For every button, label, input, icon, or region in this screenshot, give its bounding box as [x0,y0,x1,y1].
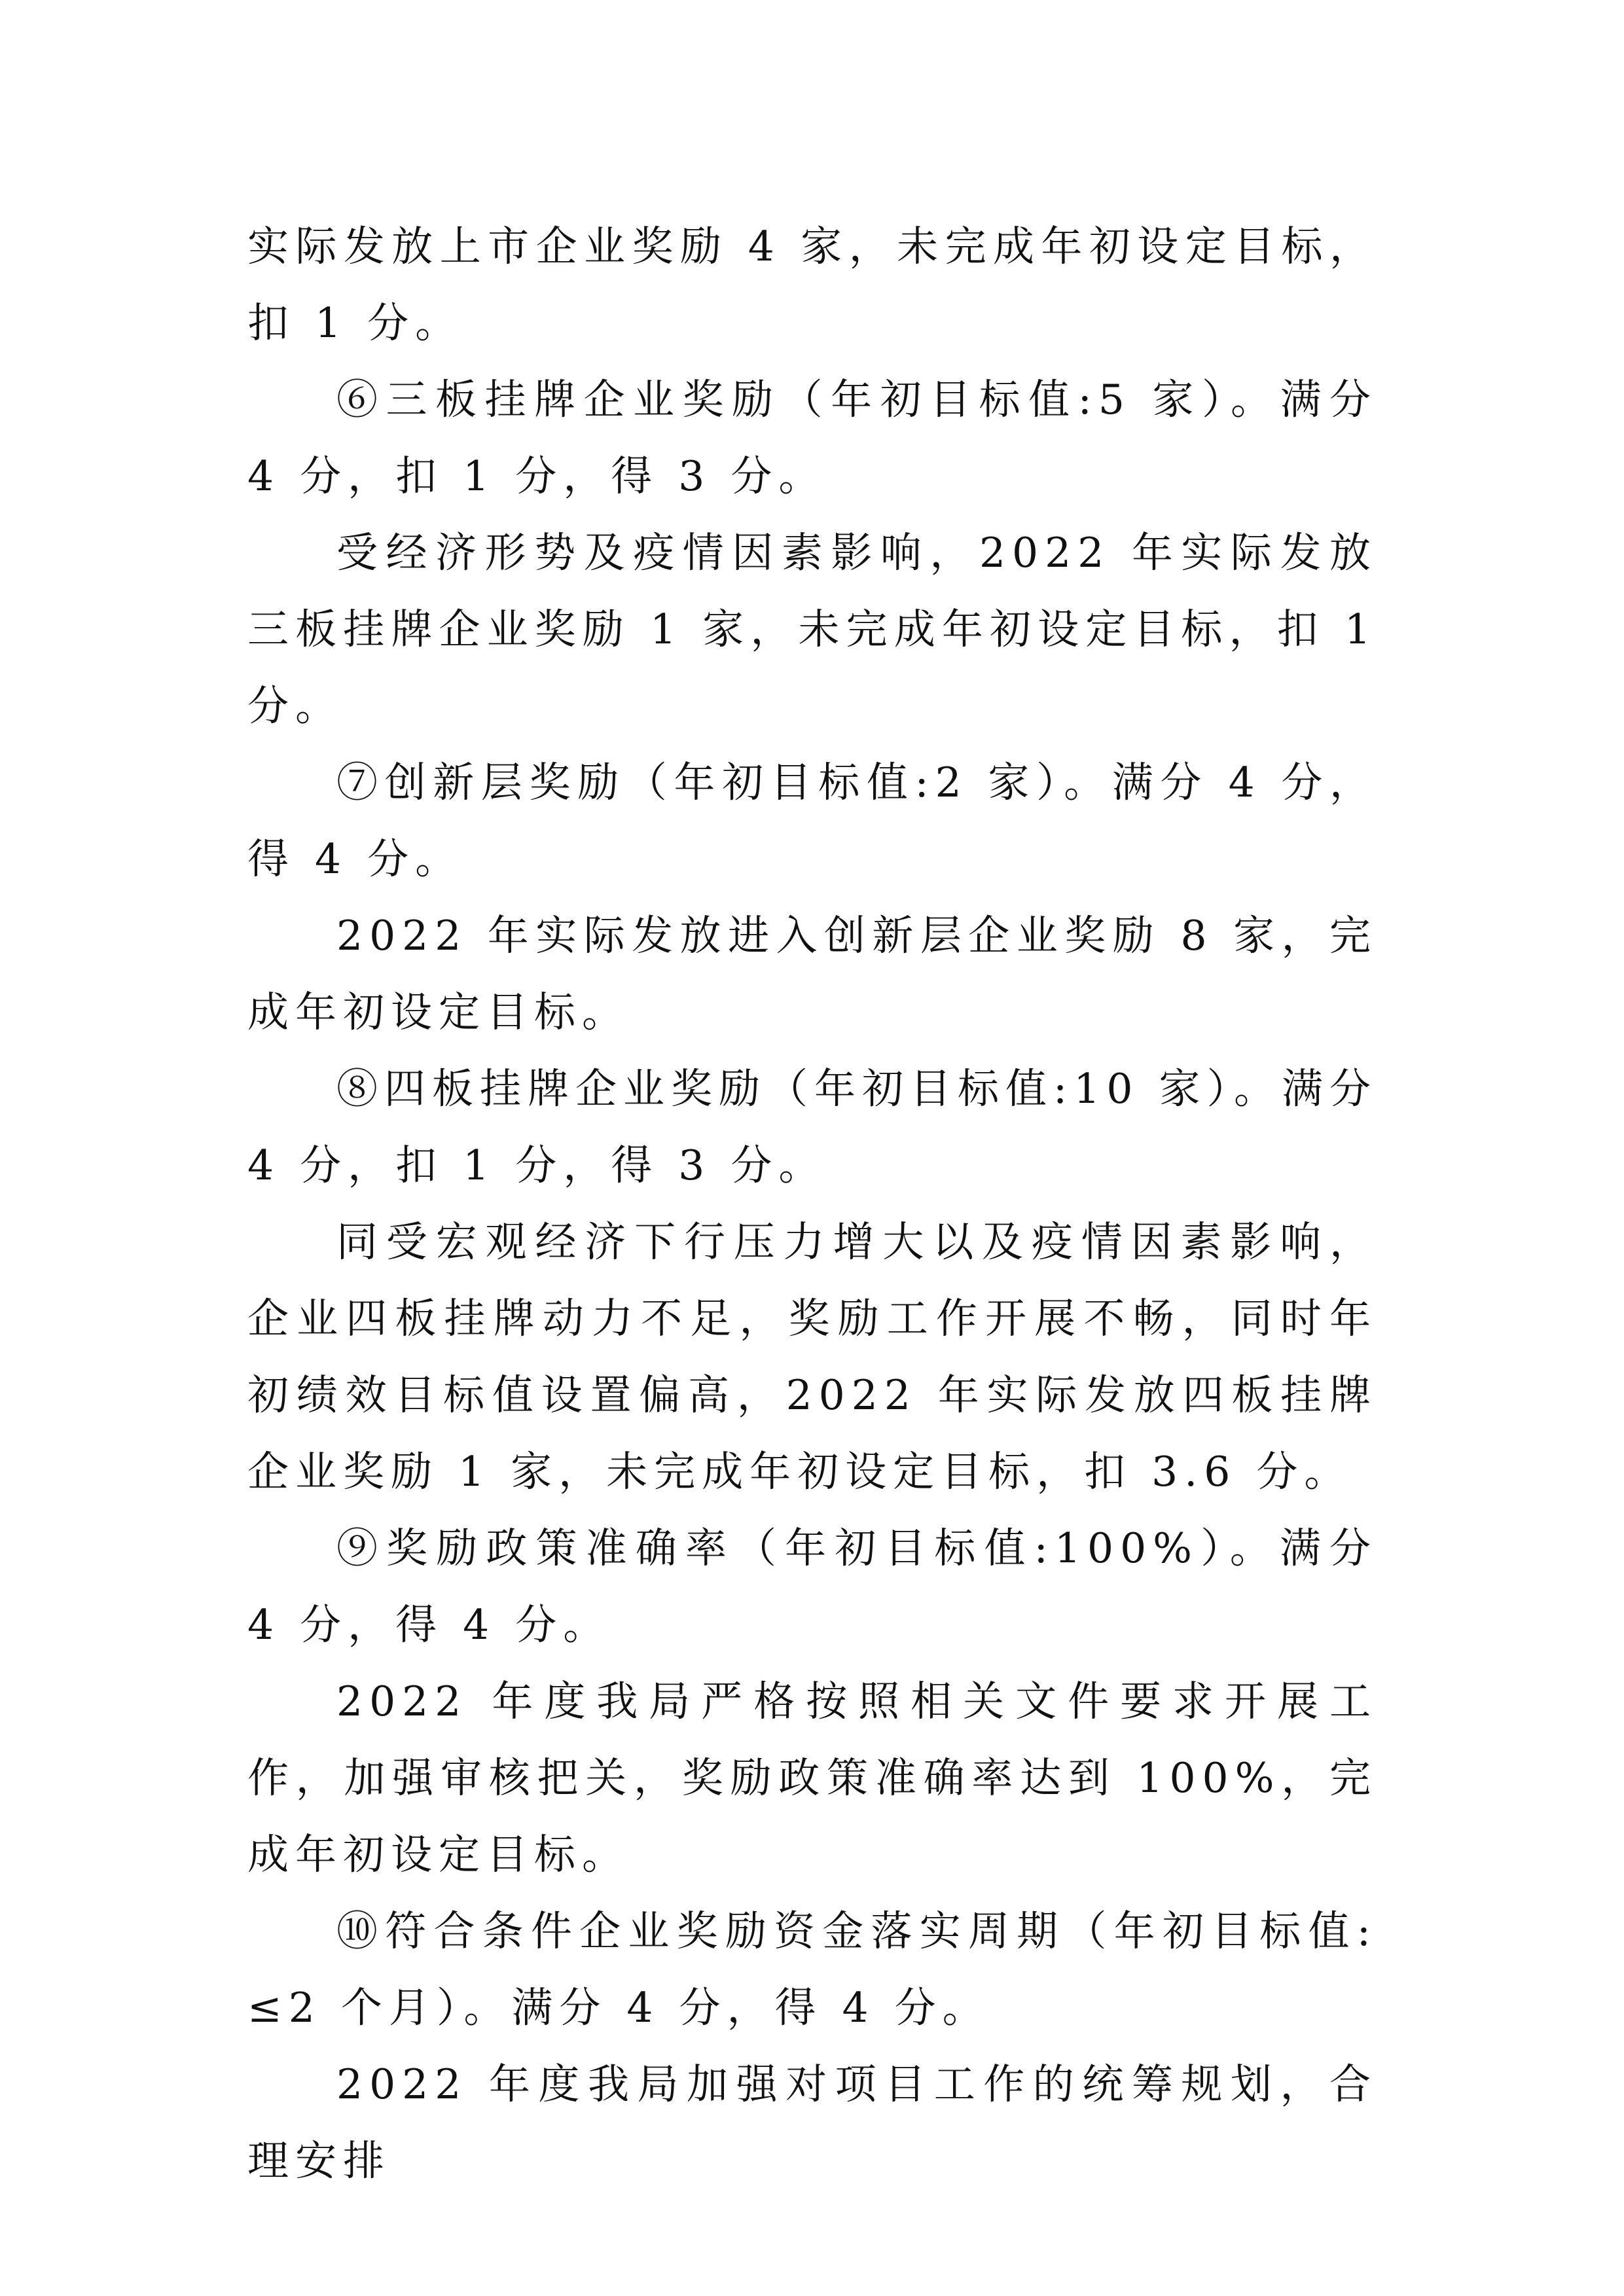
body-text [247,208,1377,2199]
paragraph-item-9-policy-accuracy: ⑨奖励政策准确率（年初目标值:100%）。满分 4 分，得 4 分。 [247,1524,1377,1649]
paragraph-item-6-explanation: 受经济形势及疫情因素影响，2022 年实际发放三板挂牌企业奖励 1 家，未完成年初设定目标，扣 1 分。 [247,529,1377,730]
paragraph-item-10-fund-cycle: ⑩符合条件企业奖励资金落实周期（年初目标值:≤2 个月）。满分 4 分，得 4 分。 [247,1907,1377,2032]
paragraph-item-7-innovation-layer: ⑦创新层奖励（年初目标值:2 家）。满分 4 分，得 4 分。 [247,759,1377,883]
paragraph-item-10-explanation: 2022 年度我局加强对项目工作的统筹规划，合理安排 [247,2060,1377,2185]
paragraph-item-8-fourth-board: ⑧四板挂牌企业奖励（年初目标值:10 家）。满分 4 分，扣 1 分，得 3 分。 [247,1065,1377,1189]
paragraph-item-9-explanation: 2022 年度我局严格按照相关文件要求开展工作，加强审核把关，奖励政策准确率达到 100%，完成年初设定目标。 [247,1677,1377,1878]
paragraph-item-8-explanation: 同受宏观经济下行压力增大以及疫情因素影响，企业四板挂牌动力不足，奖励工作开展不畅，同时年初绩效目标值设置偏高，2022 年实际发放四板挂牌企业奖励 1 家，未完成年初设定目标，扣 3.6 分。 [247,1218,1377,1496]
paragraph-item-6-third-board: ⑥三板挂牌企业奖励（年初目标值:5 家）。满分 4 分，扣 1 分，得 3 分。 [247,376,1377,500]
paragraph-item-7-explanation: 2022 年实际发放进入创新层企业奖励 8 家，完成年初设定目标。 [247,912,1377,1036]
paragraph-listed-company-result: 实际发放上市企业奖励 4 家，未完成年初设定目标，扣 1 分。 [247,223,1377,347]
